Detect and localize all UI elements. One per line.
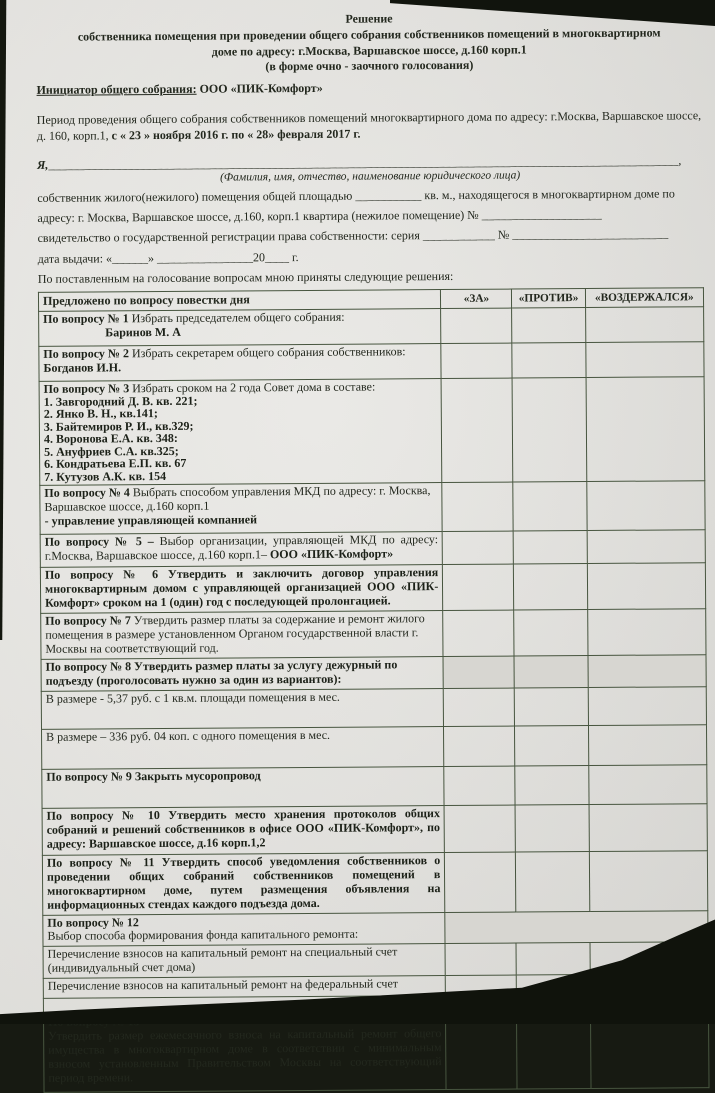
fio-hint: (Фамилия, имя, отчество, наименование юридического лица) [220, 169, 521, 184]
question-text-line: Выбор способа формирования фонда капитального ремонта: [47, 927, 359, 944]
question-text-line: 6. Кондратьева Е.П. кв. 67 [44, 456, 187, 472]
vote-cell-protiv [515, 725, 588, 766]
vote-cell-vozderzhalsya [588, 725, 707, 766]
vote-cell-protiv [516, 943, 589, 975]
question-cell-question-8-option-2 [42, 726, 445, 769]
vote-cell-za [444, 766, 515, 805]
vote-cell-za [443, 610, 514, 656]
vote-cell-vozderzhalsya [589, 804, 708, 852]
table-row-question-8-option-2 [42, 725, 707, 770]
vote-cell-za [442, 482, 513, 531]
vote-cell-vozderzhalsya [586, 377, 705, 482]
vote-cell-vozderzhalsya [588, 687, 707, 726]
title-line: Решение [345, 11, 393, 26]
vote-cell-vozderzhalsya [587, 563, 706, 610]
table-row-question-6 [40, 563, 705, 614]
vote-cells-merged-shaded [445, 910, 708, 944]
document-title [36, 9, 702, 77]
vote-cell-vozderzhalsya [587, 609, 706, 656]
vote-cell-protiv [514, 564, 587, 611]
question-text-line: 7. Кутузов А.К. кв. 154 [44, 468, 167, 484]
table-row-question-2 [39, 342, 704, 382]
question-text-line: По вопросу № 8 Утвердить размер платы за услугу дежурный по подъезду (проголосовать нужно за один из вариантов): [45, 657, 398, 688]
owner-area-line: собственник жилого(нежилого) помещения общей площадью ___________ кв. м., находящегося в многоквартирном доме по [37, 186, 675, 205]
period-paragraph [37, 108, 703, 144]
vote-column-header-za: «ЗА» [441, 289, 512, 309]
vote-cell-vozderzhalsya [585, 342, 704, 378]
question-cell-question-12-option-1 [43, 944, 446, 979]
vote-cell-protiv [514, 531, 587, 565]
table-row-question-5 [40, 530, 705, 568]
question-cell-question-7 [41, 611, 444, 660]
table-row-question-9 [42, 765, 707, 809]
period-text: Период проведения общего собрания собственников помещений многоквартирного дома по адресу: г.Москва, Варшавское шоссе, д. 160, корп.1, [36, 108, 702, 143]
initiator-label: Инициатор общего собрания: [36, 82, 197, 98]
question-cell-question-2 [39, 344, 442, 382]
question-text-line: 3. Байтемиров Р. И., кв.329; [43, 418, 194, 434]
question-cell-question-9 [42, 766, 445, 808]
vote-cell-vozderzhalsya [589, 851, 708, 911]
question-text-line: По вопросу № 11 Утвердить способ уведомления собственников о проведении общих собраний собственников помещений в многоквартирном доме, путем размещения объявления на информационных стендах каждого подъезда дома. [46, 852, 441, 912]
question-text-line: Перечисление взносов на капитальный ремонт на специальный счет [47, 944, 398, 962]
vote-cell-vozderzhalsya [588, 655, 707, 688]
issue-date-line: дата выдачи: «______» ________________20____ г. [37, 249, 299, 266]
question-text-line: По вопросу № 4 Выбрать способом управления МКД по адресу: г. Москва, Варшавское шоссе, д.160 корп.1 [44, 483, 431, 514]
vote-cell-protiv [512, 308, 585, 344]
question-text-line: В размере – 336 руб. 04 коп. с одного помещения в мес. [46, 727, 331, 744]
question-text-line: По вопросу № 2 Избрать секретарем общего собрания собственников: [43, 344, 406, 362]
vote-cell-za [441, 343, 512, 378]
question-text-line: (индивидуальный счет дома) [47, 960, 196, 976]
vote-cell-protiv [516, 804, 589, 852]
table-row-question-3 [39, 377, 705, 485]
question-cell-question-12 [43, 912, 446, 947]
vote-cell-vozderzhalsya [586, 481, 705, 531]
question-cell-question-4 [40, 483, 443, 535]
question-text-line: По вопросу № 1 Избрать председателем общего собрания: [43, 310, 345, 327]
vote-column-header-protiv: «ПРОТИВ» [512, 288, 585, 308]
certificate-line: свидетельство о государственной регистрации права собственности: серия ____________ № __________________________ [37, 226, 669, 246]
question-text-line: - управление управляющей компанией [44, 512, 258, 528]
vote-cell-za [443, 656, 514, 688]
vote-cell-protiv [513, 482, 586, 532]
question-cell-question-8-option-1 [41, 688, 444, 729]
table-row-question-7 [41, 609, 706, 659]
vote-cell-protiv [515, 687, 588, 726]
question-text-line: По вопросу № 10 Утвердить место хранения протоколов общих собраний и решений собственников в офисе ООО «ПИК-Комфорт», по адресу: Варшавское шоссе, д.16 корп.1,2 [46, 805, 441, 851]
question-cell-question-6 [40, 565, 443, 614]
table-row-question-4 [40, 481, 705, 535]
question-text-line: По вопросу № 7 Утвердить размер платы за содержание и ремонт жилого помещения в размере установленном Органом государственной власти г. Москвы на соответствующий год. [45, 611, 425, 656]
question-cell-question-11 [42, 852, 445, 914]
table-row-question-8 [41, 655, 706, 692]
vote-cell-za [444, 805, 515, 852]
question-text-line: Богданов И.Н. [43, 360, 122, 376]
vote-cell-za [442, 531, 513, 564]
vote-cell-za [444, 726, 515, 766]
question-text-line: Перечисление взносов на капитальный ремонт на федеральный счет [47, 976, 399, 993]
subtitle-line-2: доме по адресу: г.Москва, Варшавское шоссе, д.160 корп.1 [211, 42, 527, 59]
question-text-line: Баринов М. А [105, 325, 181, 340]
question-column-header: Предложено по вопросу повестки дня [38, 289, 440, 312]
ya-blank-line: _________________________________________________________________________________________________________, [48, 153, 682, 172]
question-text-line: По вопросу № 6 Утвердить и заключить договор управления многоквартирным домом с управляющей организацией ООО «ПИК-Комфорт» сроком на 1 (один) год с последующей пролонгацией. [44, 565, 439, 610]
vote-cell-vozderzhalsya [587, 530, 706, 564]
question-text-line: 4. Воронова Е.А. кв. 348: [43, 431, 178, 447]
question-text-line: Утвердить размер ежемесячного взноса на капитальный ремонт общего имущества в многоквартирном доме в соответствии с минимальным взносом установленным Правительством Москвы на соответствующий период времени. [48, 1026, 442, 1085]
vote-column-header-vozderzhalsya: «ВОЗДЕРЖАЛСЯ» [585, 287, 704, 308]
question-text-line: По вопросу № 12 [47, 914, 139, 930]
vote-cell-protiv [512, 343, 585, 379]
initiator-line [36, 79, 702, 99]
table-row-question-1 [39, 307, 704, 347]
table-row-question-10 [42, 804, 707, 856]
vote-cell-za [441, 378, 513, 482]
document-content [36, 9, 710, 1093]
question-text-line: 5. Ануфриев С.А. кв.325; [44, 443, 179, 459]
question-text-line: В размере - 5,37 руб. с 1 кв.м. площади помещения в мес. [45, 689, 340, 706]
vote-cell-protiv [513, 378, 587, 482]
ya-label: Я, [37, 157, 49, 172]
question-cell-question-3 [39, 379, 442, 486]
vote-cell-za [445, 852, 517, 912]
question-text-line: По вопросу № 5 – Выбор организации, управляющей МКД по адресу: г.Москва, Варшавское шоссе, д.160 корп.1– ООО «ПИК-Комфорт» [44, 532, 439, 563]
question-text-line: По вопросу № 9 Закрыть мусоропровод [46, 768, 261, 784]
subtitle-line-3: (в форме очно - заочного голосования) [265, 58, 474, 74]
vote-cell-vozderzhalsya [585, 307, 704, 343]
address-line: адресу: г. Москва, Варшавское шоссе, д.160, корп.1 квартира (нежилое помещение) № ____________________ [37, 206, 602, 225]
vote-cell-vozderzhalsya [588, 765, 707, 805]
question-text-line: 2. Янко В. Н., кв.141; [43, 406, 158, 422]
vote-cell-za [441, 308, 512, 343]
vote-cell-protiv [514, 655, 587, 688]
resolutions-line: По поставленным на голосование вопросам мною приняты следующие решения: [37, 269, 454, 287]
question-text-line: 1. Завгородний Д. В. кв. 221; [43, 393, 198, 409]
vote-cell-protiv [515, 765, 588, 805]
period-dates: с « 23 » ноября 2016 г. по « 28» февраля 2017 г. [111, 126, 361, 142]
vote-cell-protiv [516, 851, 590, 911]
vote-cell-za [445, 943, 516, 975]
question-cell-question-12-option-2 [43, 976, 445, 999]
vote-cell-protiv [514, 610, 587, 656]
question-cell-question-1 [39, 309, 442, 347]
vote-cell-za [444, 688, 515, 726]
subtitle-line-1: собственника помещения при проведении общего собрания собственников помещений в многоквартирном [77, 25, 661, 44]
vote-cell-za [443, 564, 514, 610]
table-row-question-8-option-1 [41, 687, 706, 730]
question-cell-question-5 [40, 532, 443, 568]
question-text-line: По вопросу № 3 Избрать сроком на 2 года Совет дома в составе: [43, 379, 376, 397]
table-row-question-12 [43, 910, 708, 946]
initiator-value: ООО «ПИК-Комфорт» [196, 81, 323, 97]
table-row-question-11 [42, 851, 707, 915]
question-cell-question-8 [41, 656, 444, 691]
question-cell-question-10 [42, 805, 445, 855]
